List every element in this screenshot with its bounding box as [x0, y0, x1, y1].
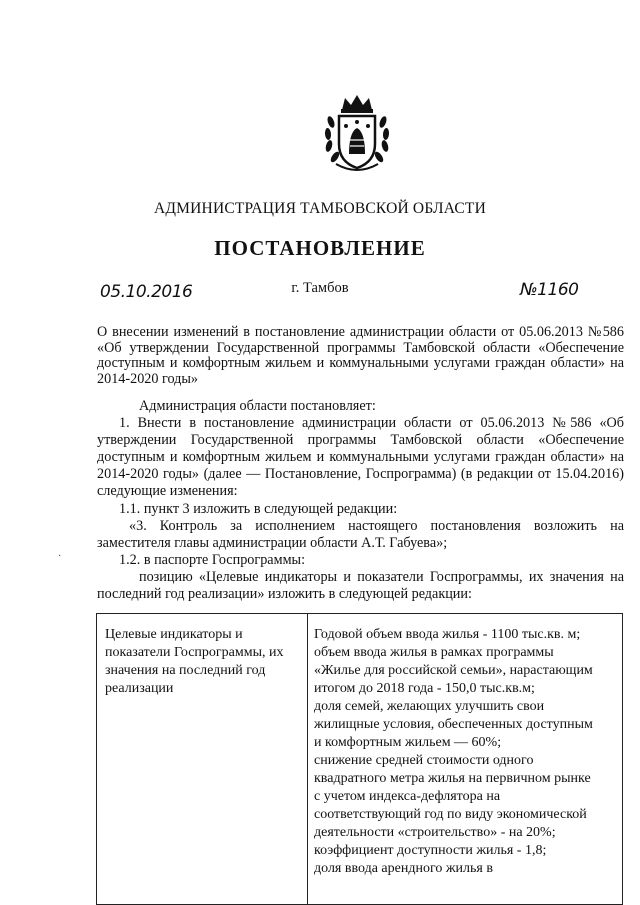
table-line: объем ввода жилья в рамках программы: [314, 645, 554, 660]
coat-of-arms-icon: [322, 92, 392, 174]
margin-mark: ·: [58, 551, 62, 562]
body-paragraph-1-2-text: позицию «Целевые индикаторы и показатели Госпрограммы, их значения на последний год реализации» изложить в следующей редакции:: [97, 568, 624, 603]
organization-title: АДМИНИСТРАЦИЯ ТАМБОВСКОЙ ОБЛАСТИ: [154, 200, 486, 217]
table-line: снижение средней стоимости одного: [314, 753, 534, 768]
table-line: доля семей, желающих улучшить свои: [314, 699, 545, 714]
body-paragraph-1: 1. Внести в постановление администрации области от 05.06.2013 №586 «Об утверждении Государственной программы Тамбовской области «Обеспечение доступным и комфортным жильем и коммунальными услугами граждан области» на 2014-2020 годы» (далее — Постановление, Госпрограмма) (в редакции от 15.04.2016) следующие изменения:: [97, 415, 624, 500]
table-line: квадратного метра жилья на первичном рынке: [314, 771, 591, 786]
table-line: «Жилье для российской семьи», нарастающим: [314, 663, 593, 678]
table-line: Годовой объем ввода жилья - 1100 тыс.кв. м;: [314, 627, 581, 642]
indicators-table: [96, 613, 623, 905]
table-row: [97, 614, 623, 905]
table-line: коэффициент доступности жилья - 1,8;: [314, 843, 547, 858]
table-cell-values: [308, 614, 623, 905]
table-line: доля ввода арендного жилья в: [314, 861, 493, 876]
table-line: и комфортным жильем — 60%;: [314, 735, 502, 750]
table-line: соответствующий год по виду экономической: [314, 807, 587, 822]
document-date: 05.10.2016: [100, 282, 193, 302]
table-line: жилищные условия, обеспеченных доступным: [314, 717, 593, 732]
document-city: г. Тамбов: [291, 280, 349, 296]
body-paragraph-1-2: 1.2. в паспорте Госпрограммы:: [119, 551, 306, 568]
table-line: итогом до 2018 года - 150,0 тыс.кв.м;: [314, 681, 535, 696]
body-paragraph-1-1: 1.1. пункт 3 изложить в следующей редакции:: [119, 500, 398, 517]
table-line: деятельности «строительство» - на 20%;: [314, 825, 556, 840]
body-paragraph-1-1-text: «3. Контроль за исполнением настоящего постановления возложить на заместителя главы администрации области А.Т. Габуева»;: [97, 517, 624, 551]
document-body: [97, 398, 624, 603]
document-number: №1160: [520, 280, 579, 300]
table-line: с учетом индекса-дефлятора на: [314, 789, 501, 804]
document-type: ПОСТАНОВЛЕНИЕ: [214, 236, 426, 260]
document-subject: О внесении изменений в постановление администрации области от 05.06.2013 №586 «Об утверждении Государственной программы Тамбовской области «Обеспечение доступным и комфортным жильем и коммунальными услугами граждан области» на 2014-2020 годы»: [97, 324, 624, 387]
table-cell-label: Целевые индикаторы и показатели Госпрограммы, их значения на последний год реализации: [97, 614, 308, 905]
body-intro: Администрация области постановляет:: [139, 398, 376, 414]
